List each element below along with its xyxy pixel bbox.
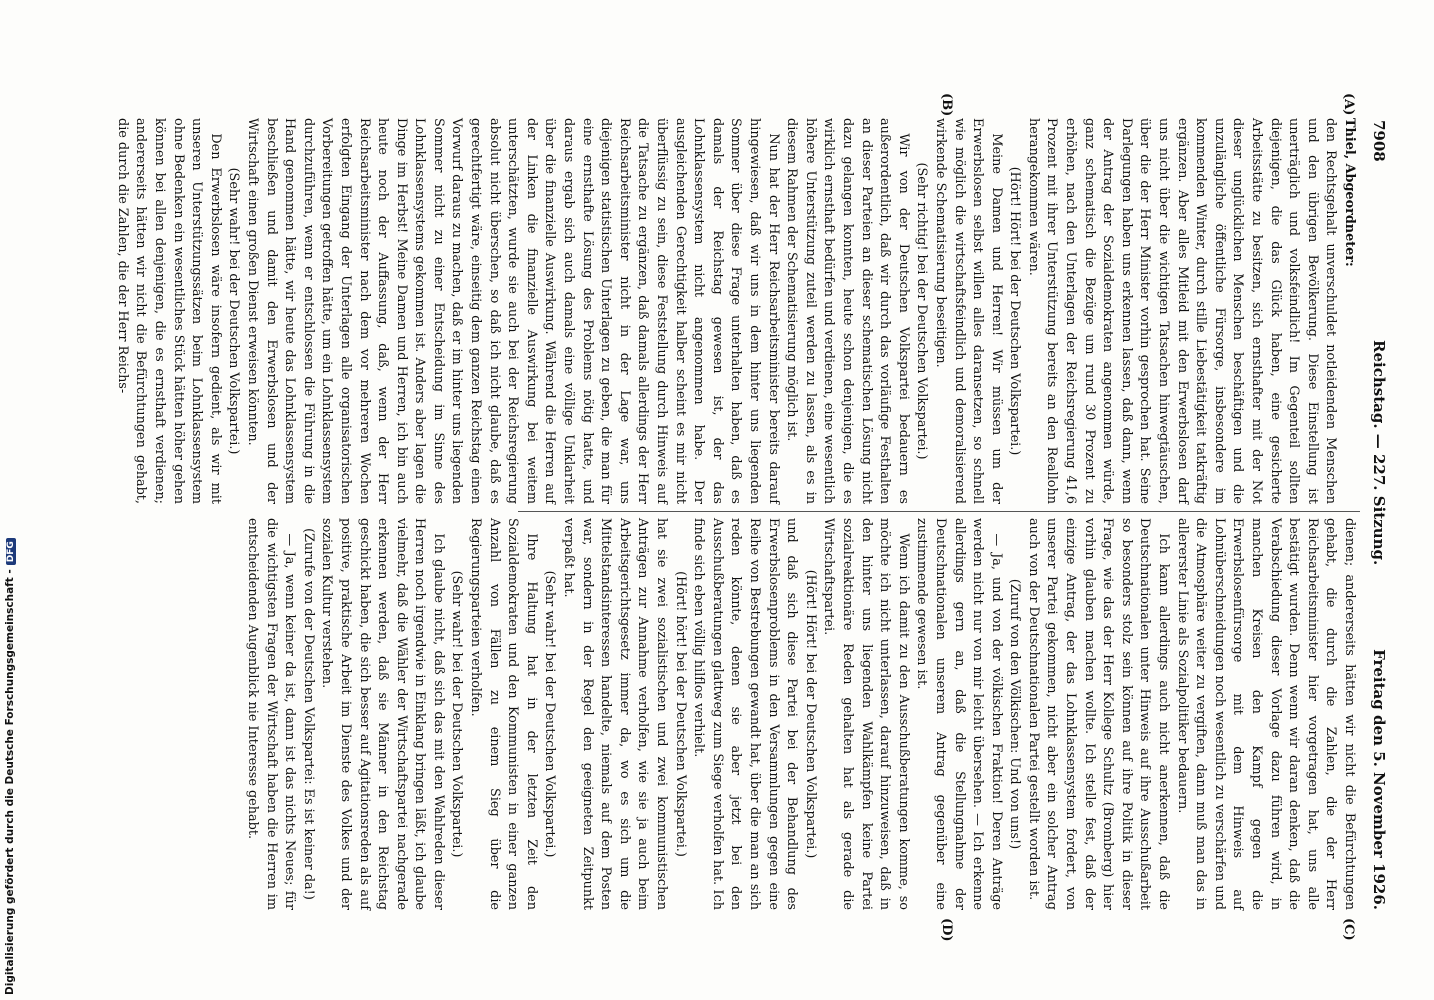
paragraph: — Ja, wenn keiner da ist, dann ist das nichts Neues; für die wichtigsten Fragen der Wirtschaft haben die Herren im entscheidenden Augenblick nie Interesse gehabt. [244,518,298,910]
paragraph: und daß sich diese Partei bei der Behandlung des Erwerbslosenproblems in den Versammlungen gegen eine Reihe von Bestrebungen gewandt hat, über die man an sich reden könnte, denen sie aber jetzt bei den Ausschußberatungen glattweg zum Siege verholfen hat. Ich finde sich eben völlig hilflos verhielt. [691,518,800,910]
interjection: (Sehr richtig! bei der Deutschen Volkspartei.) [914,162,930,460]
paragraph: dienen; andererseits hätten wir nicht die Befürchtungen gehabt, die durch die Zahlen, die der Herr Reichsarbeitsminister hier vorgetragen hat, uns alle bestätigt wurden. Denn wenn wir daran denken, daß die Verabschiedung dieser Vorlage dazu führen wird, in manchen Kreisen den Kampf gegen die Erwerbslosenfürsorge mit dem Hinweis auf Lohnüberschneidungen noch wesentlich zu verschärfen und die Atmosphäre weiter zu vergiften, dann muß man das in allererster Linie als Sozialpolitiker bedauern. [1174,518,1357,910]
margin-marker-a: (A) [1341,93,1356,116]
credit-text: Digitalisierung gefördert durch die Deutsche Forschungsgemeinschaft - [4,569,16,995]
margin-marker-b: (B) [939,93,954,117]
paragraph: den Rechtsgehalt unverschuldet notleidenden Menschen und den übrigen Bevölkerung. Diese Einstellung ist unerträglich und volksfeindlich! Im Gegenteil sollten diejenigen, die das Glück haben, eine gesicherte Arbeitsstätte zu besitzen, sich ernsthafter mit der Not dieser unglücklichen Menschen beschäftigen und die unzulängliche öffentliche Fürsorge, insbesondere im kommenden Winter, durch stille Liebestätigkeit tatkräftig ergänzen. Aber alles Mitleid mit den Erwerbslosen darf uns nicht über die wichtigen Tatsachen hinwegtäuschen, über die der Herr Minister vorhin gesprochen hat. Seine Darlegungen haben uns erkennen lassen, daß dann, wenn der Antrag der Sozialdemokraten angenommen würde, ganz schematisch die Bezüge um rund 30 Prozent zu erhöhen, nach den Unterlagen der Reichsregierung 41,6 Prozent mit ihrer Unterstützung bereits an den Reallohn herangekommen wären. [1025,118,1339,504]
margin-marker-d: (D) [939,918,954,942]
paragraph: — Ja, und von der völkischen Fraktion! Deren Anträge werden nicht nur von mir leicht übersehen. — Ich erkenne allerdings gern an, daß die Stellungnahme der Deutschnationalen unserem Antrag gegenüber eine zustimmende gewesen ist. [914,518,1004,910]
interjection: (Hört! hört! bei der Deutschen Volkspartei.) [672,571,688,857]
dfg-logo: DFG [6,538,16,565]
paragraph: Wir von der Deutschen Volkspartei bedauern es außerordentlich, daß wir durch das vorläufige Festhalten an dieser Parteien an dieser schematischen Lösung nicht dazu gelangen konnten, heute schon denjenigen, die es wirklich ernsthaft bedürfen und verdienen, eine wesentlich höhere Unterstützung zuteil werden zu lassen, als es in diesem Rahmen der Schematisierung möglich ist. [784,118,911,504]
paragraph: Meine Damen und Herren! Wir müssen um der Erwerbslosen selbst willen alles daransetzen, so schnell wie möglich die wirtschaftsfeindlich und demoralisierend wirkende Schematisierung beseitigen. [932,118,1004,504]
interjection: (Sehr wahr! bei der Deutschen Volkspartei.) [542,570,558,858]
interjection: (Zurufe von der Deutschen Volkspartei: Es ist keiner da!) [300,528,316,900]
digitization-credit [4,0,26,995]
page-number: 7908 [1370,120,1388,162]
paragraph: Wenn ich damit zu den Ausschußberatungen komme, so möchte ich nicht unterlassen, darauf hinzuweisen, daß in den hinter uns liegenden Wahlkämpfen keine Partei sozialreaktionäre Reden gehalten hat als gerade die Wirtschaftspartei. [821,518,911,910]
paragraph: Den Erwerbslosen wäre insofern gedient, als wir mit unseren Unterstützungssätzen beim Lohnklassensystem ohne Bedenken ein wesentliches Stück hätten höher gehen können bei allen denjenigen, die es ernsthaft verdienen; andererseits hätten wir nicht die Befürchtungen gehabt, die durch die Zahlen, die der Herr Reichs- [114,118,223,504]
interjection: (Sehr wahr! bei der Deutschen Volkspartei.) [449,570,465,858]
paragraph: Ich kann allerdings auch nicht anerkennen, daß die Deutschnationalen unter Hinweis auf ihre Ausschußarbeit so besonders stolz sein können auf ihre Politik in dieser Frage, wie das der Herr Kollege Schultz (Bromberg) hier vorhin glauben machen wollte. Ich stelle fest, daß der einzige Antrag, der das Lohnklassensystem fordert, von unserer Partei gekommen, nicht aber ein solcher Antrag auch von der Deutschnationalen Partei gestellt worden ist. [1025,518,1172,910]
left-column [112,118,1358,504]
running-title: Reichstag. — 227. Sitzung. [1370,340,1388,566]
paragraph: Nun hat der Herr Reichsarbeitsminister bereits darauf hingewiesen, daß wir uns in dem hinter uns liegenden Sommer über diese Frage unterhalten haben, daß es damals der Reichstag gewesen ist, der das Lohnklassensystem nicht angenommen habe. Der ausgleichenden Gerechtigkeit halber scheint es mir nicht überflüssig zu sein, diese Feststellung durch Hinweis auf die Tatsache zu ergänzen, daß damals allerdings der Herr Reichsarbeitsminister nicht in der Lage war, uns diejenigen statistischen Unterlagen zu geben, die man für eine ernsthafte Lösung des Problems nötig hatte, und daraus ergab sich auch damals eine völlige Unklarheit über die finanzielle Auswirkung. Während die Herren auf der Linken die finanzielle Auswirkung bei weitem unterschätzten, wurde sie auch bei der Reichsregierung absolut nicht überschen, so daß ich nicht glaube, daß es gerechtfertigt wäre, einseitig dem ganzen Reichstag einen Vorwurf daraus zu machen, daß er im hinter uns liegenden Sommer nicht zu einer Entscheidung im Sinne des Lohnklassensystems gekommen ist. Anders aber lagen die Dinge im Herbst! Meine Damen und Herren, ich bin auch heute noch der Auffassung, daß, wenn der Herr Reichsarbeitsminister nach dem vor mehreren Wochen erfolgten Eingang der Unterlagen alle organisatorischen Vorbereitungen getroffen hätte, um ein Lohnklassensystem durchzuführen, wenn er entschlossen die Führung in die Hand genommen hätte, wir heute das Lohnklassensystem beschließen und damit den Erwerbslosen und der Wirtschaft einen großen Dienst erweisen könnten. [244,118,781,504]
interjection: (Hört! Hört! bei der Deutschen Volkspartei.) [1007,166,1023,456]
rotated-page-content [20,0,1410,1000]
paragraph: hat sie zwei sozialistischen und zwei kommunistischen Anträgen zur Annahme verholfen, wie sie ja auch beim Arbeitsgerichtsgesetz immer da, wo es sich um die Mittelstandsinteressen handelte, niemals auf dem Posten war, sondern in der Regel den geeigneten Zeitpunkt verpaßt hat. [561,518,670,910]
session-date: Freitag den 5. November 1926. [1370,649,1388,910]
interjection: (Hört! Hört! bei der Deutschen Volkspartei.) [802,569,818,859]
margin-marker-c: (C) [1341,918,1356,941]
column-divider [518,511,1360,512]
paragraph: Ich glaube nicht, daß sich das mit den Wahlreden dieser Herren noch irgendwie in Einklang bringen läßt, ich glaube vielmehr, daß die Wähler der Wirtschaftspartei nachgerade erkennen werden, daß sie Männer in den Reichstag geschickt haben, die sich besser auf Agitationsreden als auf positive, praktische Arbeit im Dienste des Volkes und der sozialen Kultur verstehen. [319,518,446,910]
interjection: (Sehr wahr! bei der Deutschen Volkspartei.) [226,167,242,455]
page-header [1364,120,1388,910]
speaker-line: Thiel, Abgeordneter: [1342,118,1357,267]
right-column [242,518,1358,910]
interjection: (Zuruf von den Völkischen: Und von uns!) [1007,578,1023,850]
paragraph: Ihre Haltung hat in der letzten Zeit den Sozialdemokraten und den Kommunisten in einer ganzen Anzahl von Fällen zu einem Sieg über die Regierungsparteien verholfen. [468,518,539,910]
